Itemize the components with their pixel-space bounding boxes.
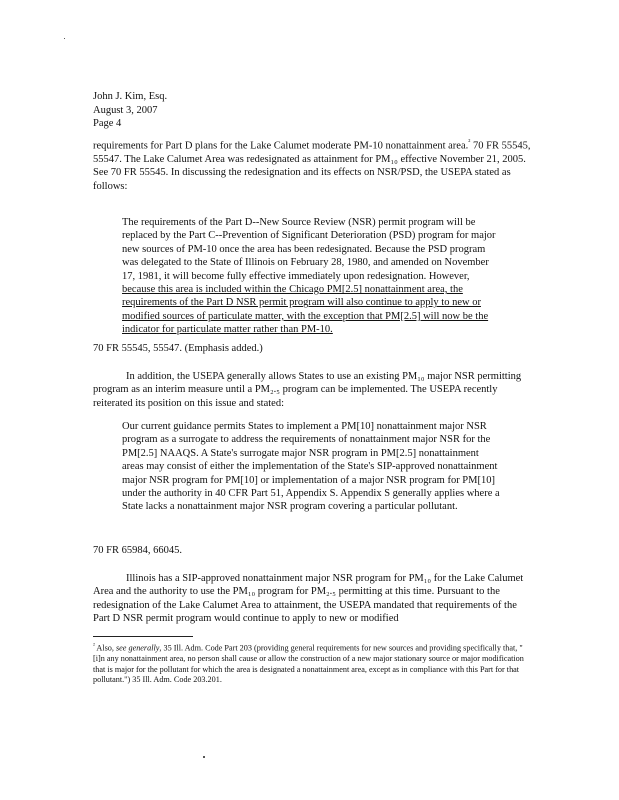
block-quote-1-plain: The requirements of the Part D--New Source Review (NSR) permit program will be replaced by the Part C--Prevention of Significant Deterioration (PSD) program for major new sources of PM-10 once the area has been redesignated. Because the PSD program was delegated to the State of Illinois on February 28, 1980, and amended on November 17, 1981, it will become fully effective immediately upon redesignation. However, <box>122 217 496 282</box>
footnote-marker: ² <box>93 643 95 649</box>
paragraph-2: In addition, the USEPA generally allows States to use an existing PM₁₀ major NSR permitting program as an interim measure until a PM₂.₅ program can be implemented. The USEPA recently reiterated its position on this issue and stated: <box>93 371 522 409</box>
letter-date: August 3, 2007 <box>93 104 158 116</box>
addressee-name: John J. Kim, Esq. <box>93 91 168 102</box>
page-number: Page 4 <box>93 118 122 129</box>
scan-speck <box>64 38 65 39</box>
paragraph-3: Illinois has a SIP-approved nonattainment major NSR program for PM₁₀ for the Lake Calumet Area and the authority to use the PM₁₀ program for PM₂.₅ permitting at this time. Pursuant to the redesignation of the Lake Calumet Area to attainment, the USEPA mandated that requirements of the Part D NSR permit program would continue to apply to new or modified <box>93 573 524 625</box>
letter-header <box>93 90 167 131</box>
block-quote-2: Our current guidance permits States to implement a PM[10] nonattainment major NSR program as a surrogate to address the requirements of nonattainment major NSR for the PM[2.5] NAAQS. A State's surrogate major NSR program in PM[2.5] nonattainment areas may consist of either the implementation of the State's SIP-approved nonattainment major NSR program for PM[10] or implementation of a major NSR program for PM[10] under the authority in 40 CFR Part 51, Appendix S. Appendix S generally applies where a State lacks a nonattainment major NSR program covering a particular pollutant. <box>122 421 500 513</box>
paragraph-1 <box>93 136 533 193</box>
paragraph-1-text: requirements for Part D plans for the Lake Calumet moderate PM-10 nonattainment area. <box>93 140 469 152</box>
block-quote-1 <box>122 216 502 337</box>
footnote-signal: see generally <box>115 643 160 653</box>
citation-2: 70 FR 65984, 66045. <box>93 545 182 556</box>
citation-1: 70 FR 55545, 55547. (Emphasis added.) <box>93 343 263 354</box>
footnote-divider <box>93 636 193 637</box>
paragraph-1-rest: 70 FR 55545, 55547. The Lake Calumet Area was redesignated as attainment for PM₁₀ effective November 21, 2005. See 70 FR 55545. In discussing the redesignation and its effects on NSR/PSD, the USEPA stated as follows: <box>93 140 531 192</box>
footnote-text: , 35 Ill. Adm. Code Part 203 (providing general requirements for new sources and providing specifically that, "[i]n any nonattainment area, no person shall cause or allow the construction of a new major stationary source or major modification that is major for the pollutant for which the area is designated a nonattainment area, except as in compliance with this Part for that pollutant.") 35 Ill. Adm. Code 203.201. <box>93 643 524 684</box>
footnote-reference: ² <box>468 138 471 146</box>
footnote-lead: Also, <box>94 643 116 653</box>
scan-speck <box>203 756 205 758</box>
footnote <box>93 641 533 685</box>
block-quote-1-emphasis: because this area is included within the Chicago PM[2.5] nonattainment area, the requirements of the Part D NSR permit program will also continue to apply to new or modified sources of particulate matter, with the exception that PM[2.5] will now be the indicator for particulate matter rather than PM-10. <box>122 284 489 336</box>
